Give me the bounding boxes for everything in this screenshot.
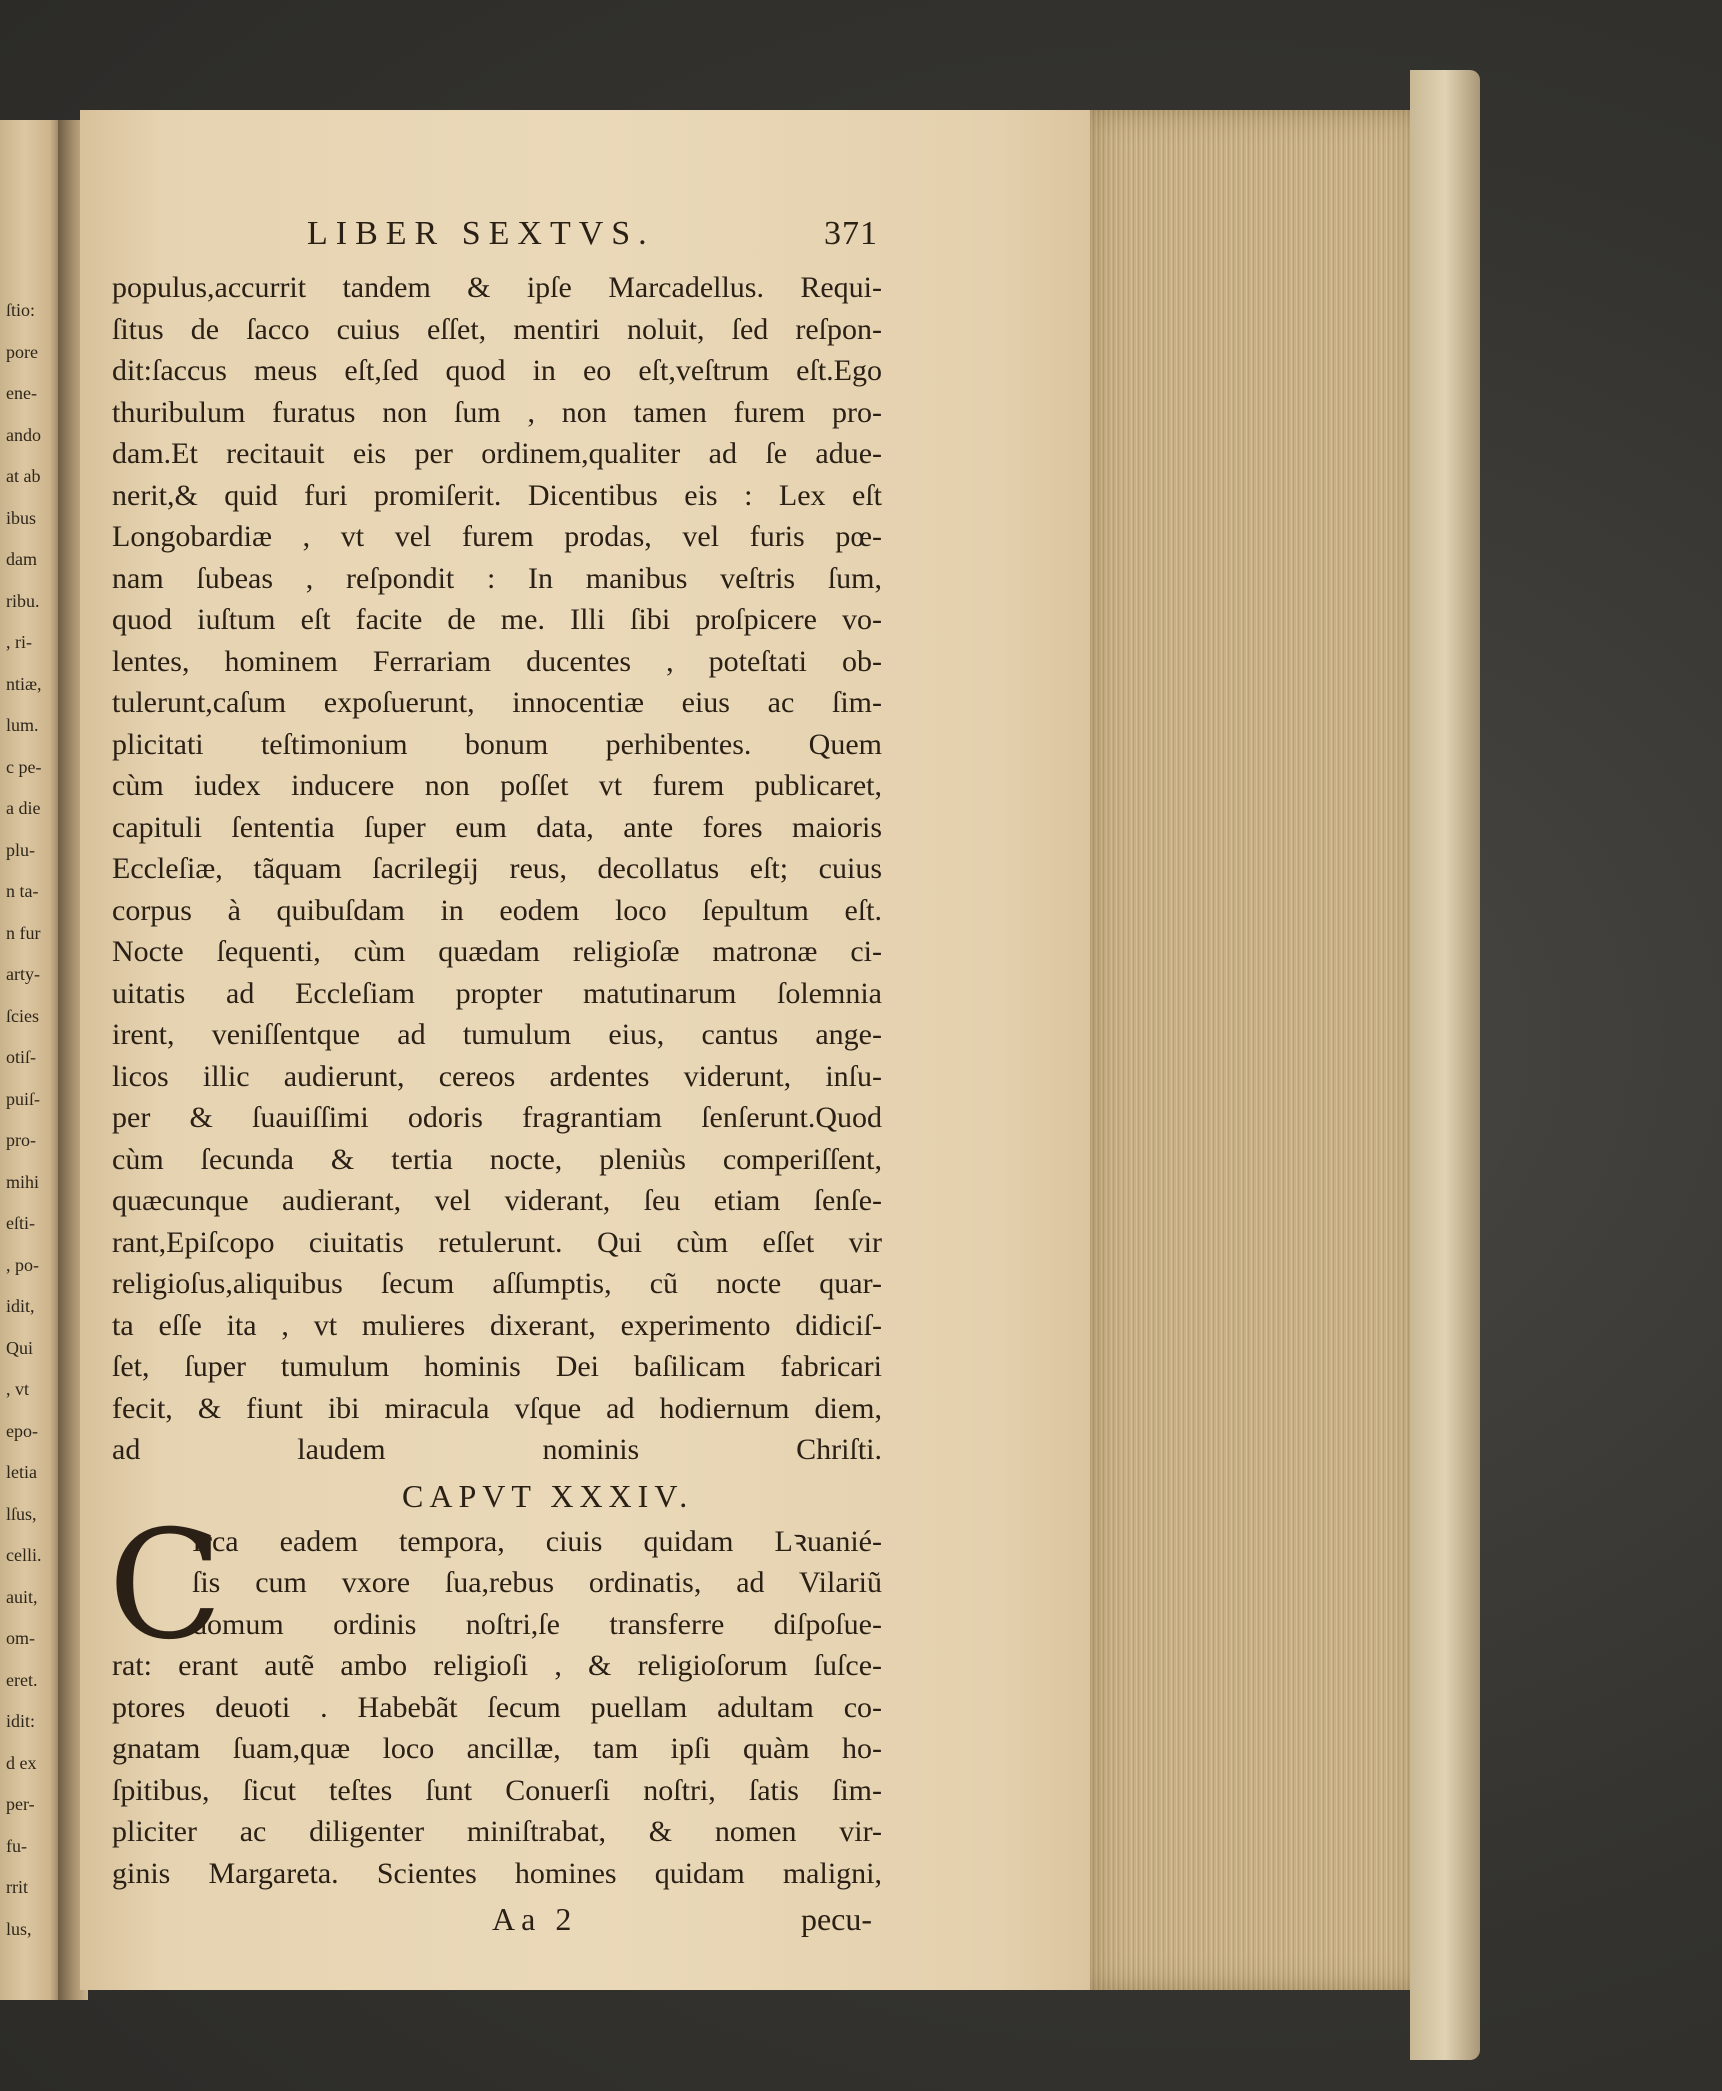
left-margin-fragment: eſti-	[6, 1213, 35, 1233]
text-line: nam ſubeas , reſpondit : In manibus veſtris ſum,	[112, 561, 882, 595]
running-title: LIBER SEXTVS.	[307, 215, 655, 252]
left-margin-fragment: idit:	[6, 1711, 36, 1731]
left-margin-fragment: n fur	[6, 922, 41, 943]
left-margin-fragment: Qui	[6, 1337, 33, 1358]
text-line: corpus à quibuſdam in eodem loco ſepultum eſt.	[112, 893, 882, 927]
left-margin-fragments	[6, 290, 62, 1950]
left-margin-fragment: lſus,	[6, 1503, 37, 1524]
left-margin-fragment: dam	[6, 549, 37, 569]
left-margin-fragment: , po-	[6, 1254, 39, 1275]
left-margin-fragment: ibus	[6, 507, 37, 528]
left-margin-fragment: ntiæ,	[6, 673, 42, 694]
left-margin-fragment: d ex	[6, 1752, 37, 1773]
text-line: dam.Et recitauit eis per ordinem,qualiter ad ſe adue-	[112, 437, 882, 470]
left-margin-fragment: puiſ-	[6, 1088, 40, 1109]
chapter-text	[108, 1498, 882, 1895]
left-margin-fragment: ando	[6, 424, 41, 445]
left-margin-fragment: arty-	[6, 964, 40, 984]
left-margin-fragment: a die	[6, 798, 41, 818]
text-line: pliciter ac diligenter miniſtrabat, & nomen vir-	[112, 1815, 882, 1848]
left-page-edge	[0, 120, 62, 2000]
text-line: ad laudem nominis Chriſti.	[112, 1433, 882, 1466]
text-line: ta eſſe ita , vt mulieres dixerant, experimento didiciſ-	[112, 1308, 882, 1342]
left-margin-fragment: mihi	[6, 1171, 40, 1192]
text-line: Nocte ſequenti, cùm quædam religioſæ matronæ ci-	[112, 935, 882, 968]
page-footer	[112, 1898, 882, 1940]
text-line: capituli ſententia ſuper eum data, ante fores maioris	[112, 810, 882, 844]
text-line: fecit, & fiunt ibi miracula vſque ad hodiernum diem,	[112, 1391, 882, 1425]
text-line: ſitus de ſacco cuius eſſet, mentiri noluit, ſed reſpon-	[112, 312, 882, 346]
left-margin-fragment: ſtio:	[6, 300, 36, 320]
text-line: per & ſuauiſſimi odoris fragrantiam ſenſerunt.Quod	[112, 1101, 882, 1134]
text-line: rant,Epiſcopo ciuitatis retulerunt. Qui cùm eſſet vir	[112, 1225, 882, 1259]
text-line: cùm ſecunda & tertia nocte, pleniùs comperiſſent,	[112, 1142, 882, 1176]
text-line: religioſus,aliquibus ſecum aſſumptis, cũ nocte quar-	[112, 1267, 882, 1300]
text-line: quod iuſtum eſt facite de me. Illi ſibi proſpicere vo-	[112, 603, 882, 636]
text-line: Longobardiæ , vt vel furem prodas, vel furis pœ-	[112, 520, 882, 553]
left-margin-fragment: , ri-	[6, 632, 32, 652]
text-line: domum ordinis noſtri,ſe transferre diſpoſue-	[192, 1607, 882, 1641]
body-text	[112, 267, 882, 1471]
text-line: ptores deuoti . Habebãt ſecum puellam adultam co-	[112, 1690, 882, 1724]
left-margin-fragment: ene-	[6, 383, 37, 403]
left-margin-fragment: epo-	[6, 1420, 38, 1441]
signature-mark: Aa 2	[492, 1901, 578, 1937]
page-number: 371	[824, 215, 878, 252]
text-line: plicitati teſtimonium bonum perhibentes. Quem	[112, 727, 882, 761]
left-margin-fragment: eret.	[6, 1669, 38, 1690]
left-margin-fragment: plu-	[6, 839, 35, 860]
drop-cap-initial: C	[108, 1498, 223, 1673]
text-line: ginis Margareta. Scientes homines quidam maligni,	[112, 1856, 882, 1890]
page-text	[108, 215, 882, 1940]
text-line: rat: erant autẽ ambo religioſi , & religioſorum ſuſce-	[112, 1649, 882, 1682]
text-line: populus,accurrit tandem & ipſe Marcadellus. Requi-	[112, 271, 882, 304]
left-margin-fragment: n ta-	[6, 881, 39, 901]
running-head	[112, 215, 882, 267]
left-margin-fragment: letia	[6, 1462, 37, 1482]
chapter-heading: CAPVT XXXIV.	[402, 1477, 694, 1514]
text-line: ſpitibus, ſicut teſtes ſunt Conuerſi noſtri, ſatis ſim-	[112, 1773, 882, 1807]
left-margin-fragment: auit,	[6, 1586, 38, 1607]
left-margin-fragment: om-	[6, 1628, 35, 1648]
text-line: tulerunt,caſum expoſuerunt, innocentiæ eius ac ſim-	[112, 686, 882, 719]
text-line: dit:ſaccus meus eſt,ſed quod in eo eſt,veſtrum eſt.Ego	[112, 354, 882, 387]
text-line: licos illic audierunt, cereos ardentes viderunt, inſu-	[112, 1059, 882, 1093]
text-line: Irca eadem tempora, ciuis quidam Lꝛuanié-	[192, 1524, 882, 1558]
left-margin-fragment: idit,	[6, 1296, 35, 1316]
text-line: ſet, ſuper tumulum hominis Dei baſilicam fabricari	[112, 1350, 882, 1383]
left-margin-fragment: per-	[6, 1794, 35, 1814]
left-margin-fragment: pore	[6, 341, 38, 362]
left-margin-fragment: fu-	[6, 1835, 27, 1856]
text-line: ſis cum vxore ſua,rebus ordinatis, ad Vilariũ	[192, 1566, 882, 1599]
catchword: pecu-	[800, 1901, 872, 1937]
left-margin-fragment: ribu.	[6, 590, 40, 611]
text-line: thuribulum furatus non ſum , non tamen furem pro-	[112, 395, 882, 429]
text-line: quæcunque audierant, vel viderant, ſeu etiam ſenſe-	[112, 1184, 882, 1217]
left-margin-fragment: at ab	[6, 466, 41, 486]
left-margin-fragment: c pe-	[6, 756, 42, 777]
left-margin-fragment: rrit	[6, 1877, 28, 1897]
text-line: nerit,& quid furi promiſerit. Dicentibus eis : Lex eſt	[112, 478, 882, 512]
text-line: cùm iudex inducere non poſſet vt furem publicaret,	[112, 769, 882, 802]
left-margin-fragment: otiſ-	[6, 1047, 36, 1067]
text-line: gnatam ſuam,quæ loco ancillæ, tam ipſi quàm ho-	[112, 1732, 882, 1765]
cover-edge	[1410, 70, 1480, 2060]
text-line: Eccleſiæ, tãquam ſacrilegij reus, decollatus eſt; cuius	[112, 852, 882, 885]
text-line: irent, veniſſentque ad tumulum eius, cantus ange-	[112, 1018, 882, 1051]
page-block-edge	[1090, 110, 1420, 1990]
left-margin-fragment: celli.	[6, 1545, 42, 1565]
left-margin-fragment: ſcies	[6, 1005, 39, 1026]
left-margin-fragment: , vt	[6, 1379, 30, 1399]
text-line: lentes, hominem Ferrariam ducentes , poteſtati ob-	[112, 644, 882, 678]
chapter-lines	[112, 1521, 882, 1895]
left-margin-fragment: lus,	[6, 1918, 32, 1939]
left-margin-fragment: pro-	[6, 1130, 36, 1150]
left-margin-fragment: lum.	[6, 715, 39, 735]
text-line: uitatis ad Eccleſiam propter matutinarum ſolemnia	[112, 976, 882, 1010]
